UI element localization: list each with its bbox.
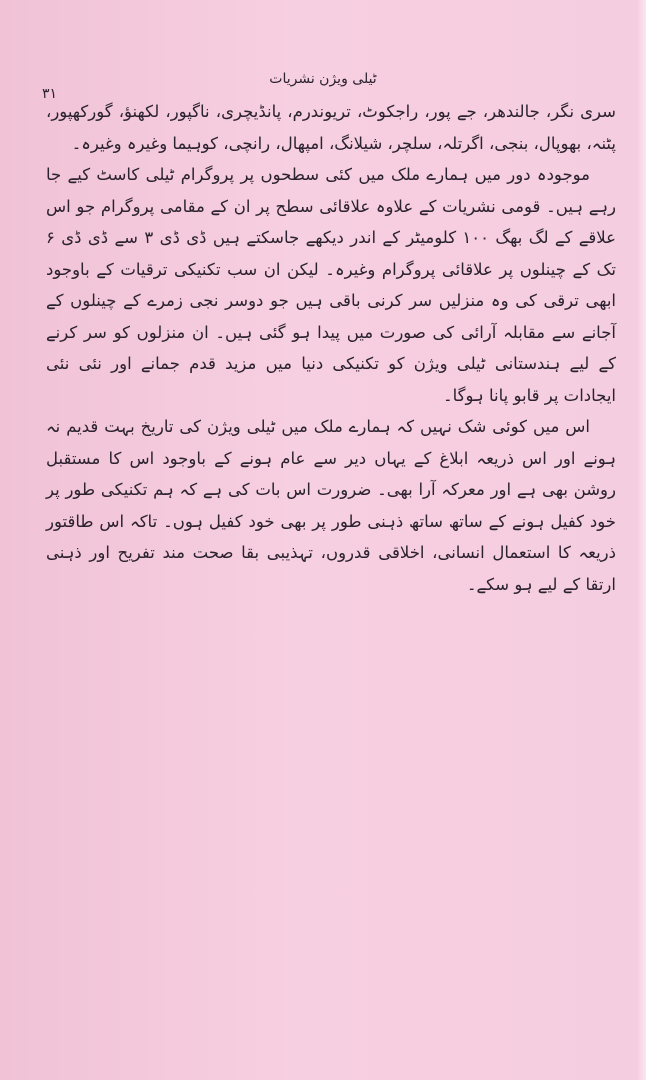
paragraph-broadcast-levels: موجودہ دور میں ہمارے ملک میں کئی سطحوں پر پروگرام ٹیلی کاسٹ کیے جا رہے ہیں۔ قومی نشریات کے علاوہ علاقائی سطح پر ان کے مقامی پروگرام جو اس علاقے کے لگ بھگ ۱۰۰ کلومیٹر کے اندر دیکھے جاسکتے ہیں ڈی ڈی ۳ سے ڈی ڈی ۶ تک کے چینلوں پر علاقائی پروگرام وغیرہ۔ لیکن ان سب تکنیکی ترقیات کے باوجود ابھی ترقی کی وہ منزلیں سر کرنی باقی ہیں جو دوسر نجی زمرے کے چینلوں کے آجانے سے مقابلہ آرائی کی صورت میں پیدا ہو گئی ہیں۔ ان منزلوں کو سر کرنے کے لیے ہندستانی ٹیلی ویژن کو تکنیکی دنیا میں مزید قدم جمانے اور نئی نئی ایجادات پر قابو پانا ہوگا۔ xyxy=(46,165,616,405)
running-head: ٹیلی ویژن نشریات xyxy=(269,71,377,87)
page-edge xyxy=(638,0,646,1080)
page-number: ۳۱ xyxy=(42,86,58,102)
paragraph-future-of-television: اس میں کوئی شک نہیں کہ ہمارے ملک میں ٹیلی ویژن کی تاریخ بہت قدیم نہ ہونے اور اس ذریعہ ابلاغ کے یہاں دیر سے عام ہونے کے باوجود اس کا مستقبل روشن بھی ہے اور معرکہ آرا بھی۔ ضرورت اس بات کی ہے کہ ہم تکنیکی طور پر خود کفیل ہونے کے ساتھ ساتھ ذہنی طور پر بھی خود کفیل ہوں۔ تاکہ اس طاقتور ذریعہ کا استعمال انسانی، اخلاقی قدروں، تہذیبی بقا صحت مند تفریح اور ذہنی ارتقا کے لیے ہو سکے۔ xyxy=(46,417,616,594)
paragraph-city-list: سری نگر، جالندھر، جے پور، راجکوٹ، تریوندرم، پانڈیچری، ناگپور، لکھنؤ، گورکھپور، پٹنہ، بھوپال، بنجی، اگرتلہ، سلچر، شیلانگ، امپھال، رانچی، کوہیما وغیرہ وغیرہ۔ xyxy=(46,102,616,153)
body-text xyxy=(46,96,616,600)
